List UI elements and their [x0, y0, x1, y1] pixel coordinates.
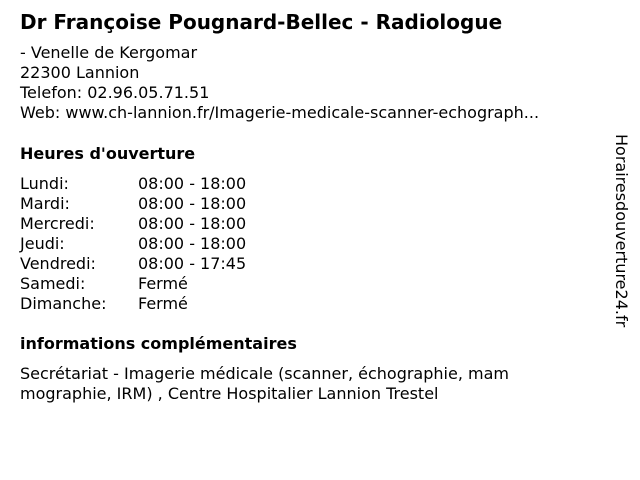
hours-time: 08:00 - 17:45	[138, 254, 247, 273]
hours-time: 08:00 - 18:00	[138, 234, 247, 253]
hours-day: Jeudi:	[20, 234, 65, 253]
hours-row	[20, 274, 246, 294]
hours-row	[20, 294, 246, 314]
address-city: 22300 Lannion	[20, 63, 140, 82]
website-link[interactable]: Web: www.ch-lannion.fr/Imagerie-medicale-scanner-echograph...	[20, 103, 540, 122]
opening-hours-table	[20, 174, 246, 314]
page-title: Dr Françoise Pougnard-Bellec - Radiologue	[20, 10, 503, 34]
watermark-text: Horairesdouverture24.fr	[612, 134, 631, 328]
hours-row	[20, 214, 246, 234]
hours-time: Fermé	[138, 274, 188, 293]
hours-time: 08:00 - 18:00	[138, 194, 247, 213]
hours-time: Fermé	[138, 294, 188, 313]
hours-row	[20, 234, 246, 254]
hours-day: Mardi:	[20, 194, 70, 213]
address-street: - Venelle de Kergomar	[20, 43, 198, 62]
hours-row	[20, 194, 246, 214]
hours-day: Lundi:	[20, 174, 69, 193]
hours-day: Dimanche:	[20, 294, 107, 313]
hours-time: 08:00 - 18:00	[138, 214, 247, 233]
hours-row	[20, 254, 246, 274]
address-block	[20, 43, 539, 123]
phone-number: Telefon: 02.96.05.71.51	[20, 83, 210, 102]
additional-info-heading: informations complémentaires	[20, 334, 297, 353]
hours-day: Samedi:	[20, 274, 86, 293]
hours-day: Mercredi:	[20, 214, 95, 233]
additional-info-text: Secrétariat - Imagerie médicale (scanner, échographie, mammographie, IRM) , Centre Hospitalier Lannion Trestel	[20, 364, 509, 403]
opening-hours-heading: Heures d'ouverture	[20, 144, 196, 163]
hours-day: Vendredi:	[20, 254, 96, 273]
hours-time: 08:00 - 18:00	[138, 174, 247, 193]
hours-row	[20, 174, 246, 194]
